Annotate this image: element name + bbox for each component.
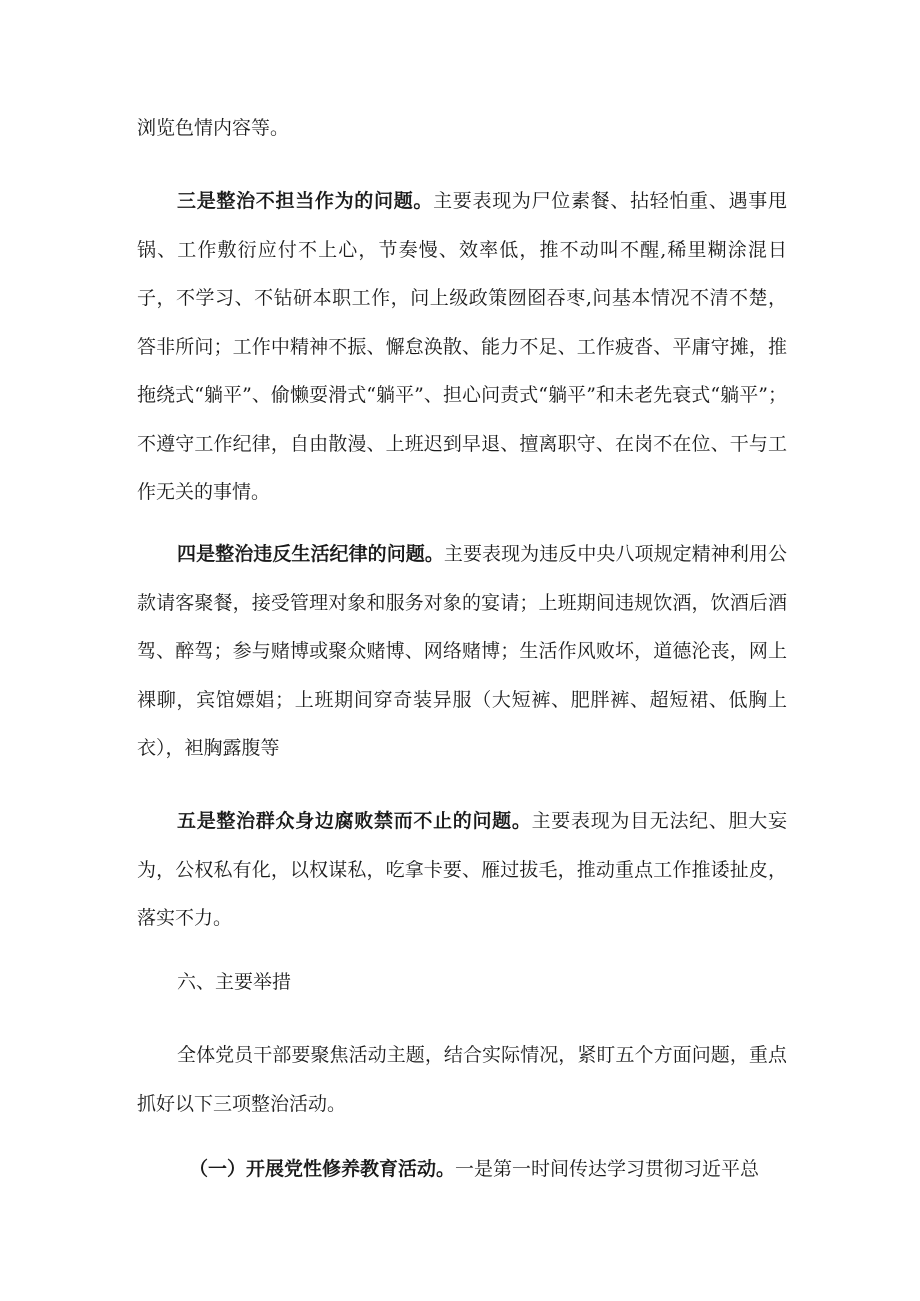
- paragraph-body: 主要表现为尸位素餐、拈轻怕重、遇事甩锅、工作敷衍应付不上心，节奏慢、效率低，推不动叫不醒,稀里糊涂混日子，不学习、不钻研本职工作，问上级政策囫囵吞枣,问基本情况不清不楚，答非所问；工作中精神不振、懈怠涣散、能力不足、工作疲沓、平庸守摊，推拖绕式“躺平”、偷懒耍滑式“躺平”、担心问责式“躺平”和未老先衰式“躺平”；不遵守工作纪律，自由散漫、上班迟到早退、擅离职守、在岗不在位、干与工作无关的事情。: [137, 190, 787, 503]
- paragraph-body: 主要表现为违反中央八项规定精神利用公款请客聚餐，接受管理对象和服务对象的宴请；上班期间违规饮酒，饮酒后酒驾、醉驾；参与赌博或聚众赌博、网络赌博；生活作风败坏，道德沦丧，网上裸聊，宾馆嫖娼；上班期间穿奇装异服（大短裤、肥胖裤、超短裙、低胸上衣），袒胸露腹等: [137, 543, 787, 759]
- paragraph-lead: 四是整治违反生活纪律的问题。: [177, 543, 444, 565]
- paragraph-continuation: [137, 104, 787, 153]
- paragraph-body: 一是第一时间传达学习贯彻习近平总: [455, 1158, 760, 1180]
- paragraph-item-three: [137, 177, 787, 517]
- paragraph-item-five: [137, 797, 787, 943]
- paragraph-lead: 五是整治群众身边腐败禁而不止的问题。: [177, 810, 532, 832]
- paragraph-body: 主要表现为目无法纪、胆大妄为，公权私有化，以权谋私，吃拿卡要、雁过拔毛，推动重点工作推诿扯皮，落实不力。: [137, 810, 787, 929]
- section-heading-text: 六、主要举措: [177, 971, 292, 993]
- paragraph-body: 浏览色情内容等。: [137, 117, 290, 139]
- paragraph-subsection-one: [137, 1145, 787, 1194]
- paragraph-lead: （一）开展党性修养教育活动。: [189, 1158, 456, 1180]
- paragraph-item-four: [137, 530, 787, 773]
- paragraph-intro: [137, 1031, 787, 1128]
- paragraph-lead: 三是整治不担当作为的问题。: [177, 190, 434, 212]
- section-heading: [177, 958, 291, 1007]
- paragraph-body: 全体党员干部要聚焦活动主题，结合实际情况，紧盯五个方面问题，重点抓好以下三项整治活动。: [137, 1044, 787, 1115]
